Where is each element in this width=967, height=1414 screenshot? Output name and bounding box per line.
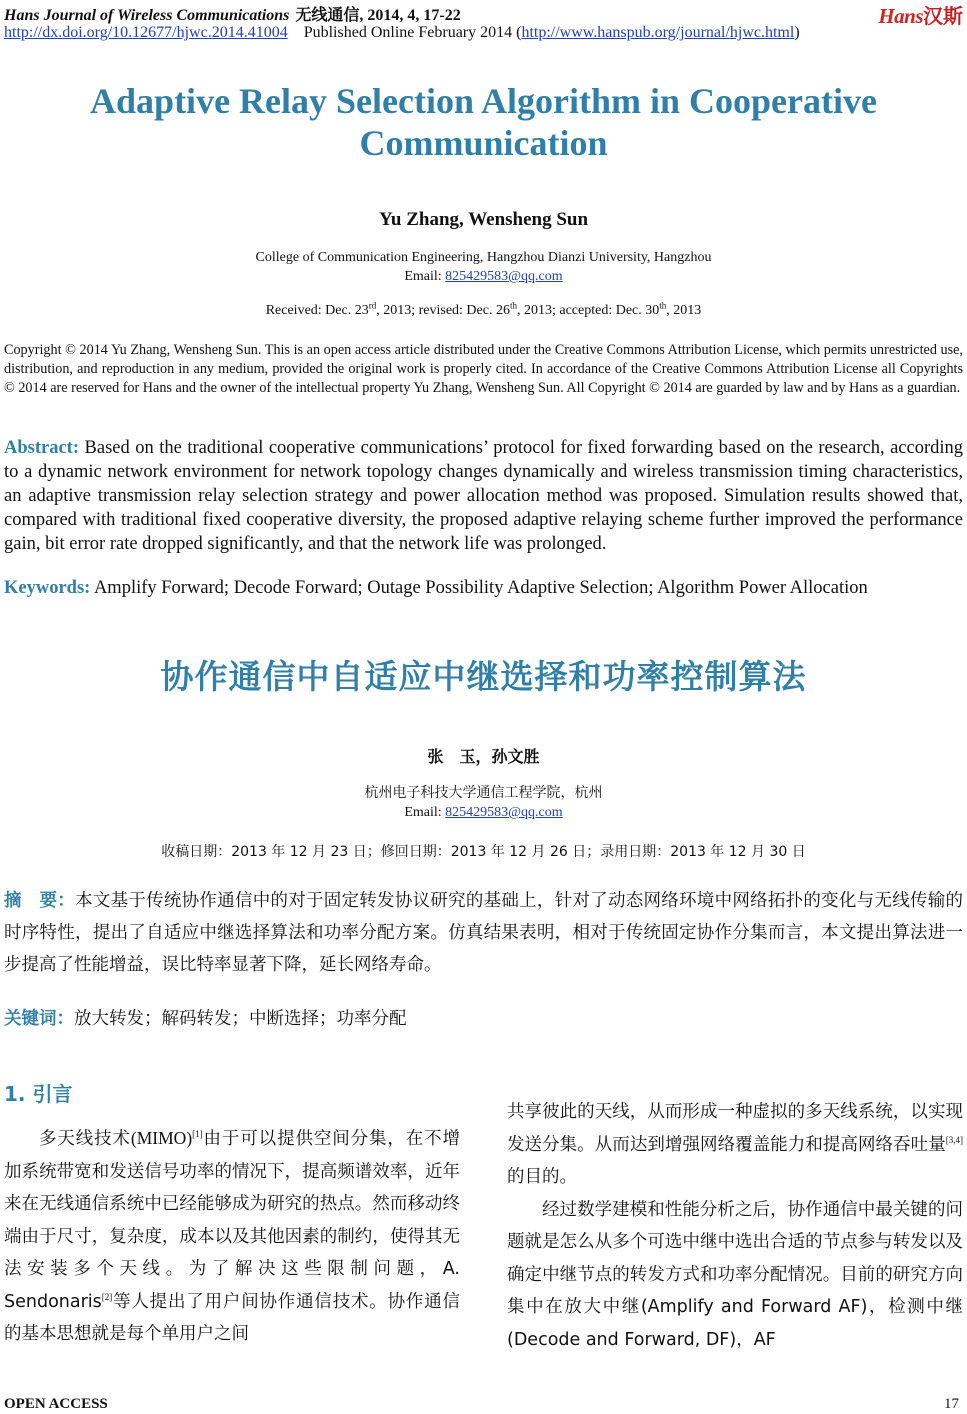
section-heading-intro: 1. 引言 [4, 1082, 73, 1106]
journal-url-link[interactable]: http://www.hanspub.org/journal/hjwc.html [521, 24, 795, 41]
received-dates-cn: 收稿日期：2013 年 12 月 23 日；修回日期：2013 年 12 月 26 日；录用日期：2013 年 12 月 30 日 [161, 844, 806, 860]
paper-title-cn: 协作通信中自适应中继选择和功率控制算法 [160, 657, 807, 696]
received-sup: rd [368, 300, 377, 311]
affiliation-cn-block [0, 784, 967, 822]
logo-text-cn: 汉斯 [923, 4, 963, 28]
intro-paragraph-2: 经过数学建模和性能分析之后，协作通信中最关键的问题就是怎么从多个可选中继中选出合适的节点参与转发以及确定中继节点的转发方式和功率分配情况。目前的研究方向集中在放大中继(Amplify and Forward AF)，检测中继(Decode and Forward, DF)，AF [507, 1199, 963, 1350]
abstract-cn-text: 本文基于传统协作通信中的对于固定转发协议研究的基础上，针对了动态网络环境中网络拓扑的变化与无线传输的时序特性，提出了自适应中继选择算法和功率分配方案。仿真结果表明，相对于传统固定协作分集而言，本文提出算法进一步提高了性能增益，误比特率显著下降，延长网络寿命。 [4, 891, 964, 975]
keywords-label: Keywords: [4, 578, 91, 598]
open-access-label: OPEN ACCESS [4, 1396, 108, 1412]
keywords-en [4, 578, 963, 599]
citation-ref[interactable]: [3,4] [945, 1134, 963, 1145]
logo-text-en: Hans [878, 4, 923, 28]
email-label: Email: [404, 269, 446, 284]
affiliation-en-block [0, 248, 967, 286]
intro-paragraph-1-cont [507, 1096, 963, 1194]
received-text: Received: Dec. 23 [265, 303, 369, 318]
email-link[interactable]: 825429583@qq.com [445, 269, 563, 284]
abstract-cn-label: 摘 要： [4, 891, 76, 911]
para-text: 的目的。 [507, 1167, 577, 1187]
keywords-cn-label: 关键词： [4, 1009, 74, 1029]
journal-header [4, 2, 461, 25]
abstract-en [4, 436, 963, 556]
received-dates-en [0, 300, 967, 319]
para-text: 多天线技术(MIMO) [39, 1128, 193, 1148]
page-number: 17 [944, 1396, 959, 1412]
revised-sup: th [509, 300, 517, 311]
body-column-right [507, 1096, 963, 1356]
abstract-label: Abstract: [4, 438, 80, 458]
intro-paragraph-1 [4, 1122, 460, 1351]
para-text: 由于可以提供空间分集，在不增加系统带宽和发送信号功率的情况下，提高频谱效率，近年来在无线通信系统中已经能够成为研究的热点。然而移动终端由于尺寸，复杂度，成本以及其他因素的制约，使得其无法安装多个天线。为了解决这些限制问题，A. Sendonaris [4, 1129, 460, 1312]
affiliation-en: College of Communication Engineering, Hangzhou Dianzi University, Hangzhou [255, 250, 712, 265]
published-suffix: ) [794, 24, 800, 41]
published-prefix: Published Online February 2014 ( [303, 24, 522, 41]
keywords-cn-text: 放大转发；解码转发；中断选择；功率分配 [74, 1009, 407, 1029]
para-text: 等人提出了用户间协作通信技术。协作通信的基本思想就是每个单用户之间 [4, 1291, 460, 1344]
keywords-cn [4, 1005, 963, 1030]
authors-en: Yu Zhang, Wensheng Sun [378, 209, 589, 230]
doi-link[interactable]: http://dx.doi.org/10.12677/hjwc.2014.41004 [4, 24, 288, 41]
paper-title-en: Adaptive Relay Selection Algorithm in Cooperative Communication [90, 81, 877, 163]
body-column-left [4, 1078, 460, 1351]
doi-line [4, 24, 800, 42]
hans-logo [878, 0, 963, 29]
keywords-text: Amplify Forward; Decode Forward; Outage Possibility Adaptive Selection; Algorithm Power Allocation [93, 578, 868, 598]
affiliation-cn: 杭州电子科技大学通信工程学院，杭州 [364, 785, 603, 801]
accepted-sup: th [659, 300, 667, 311]
copyright-notice: Copyright © 2014 Yu Zhang, Wensheng Sun. This is an open access article distributed under the Creative Commons Attribution License, which permits unrestricted use, distribution, and reproduction in any medium, provided the original work is properly cited. In accordance of the Creative Commons Attribution License all Copyrights © 2014 are reserved for Hans and the owner of the intellectual property Yu Zhang, Wensheng Sun. All Copyright © 2014 are guarded by law and by Hans as a guardian. [4, 342, 963, 396]
email-line-en [0, 267, 967, 286]
journal-name-en: Hans Journal of Wireless Communications [4, 7, 290, 24]
email-link-cn[interactable]: 825429583@qq.com [445, 805, 563, 820]
abstract-cn [4, 885, 963, 981]
authors-cn: 张 玉，孙文胜 [427, 747, 540, 766]
email-label-cn: Email: [404, 805, 446, 820]
accepted-text: , 2013; accepted: Dec. 30 [516, 303, 660, 318]
journal-info-cn: 无线通信, 2014, 4, 17-22 [295, 7, 461, 24]
accepted-year: , 2013 [666, 303, 702, 318]
abstract-text: Based on the traditional cooperative communications’ protocol for fixed forwarding based on the research, according to a dynamic network environment for network topology changes dynamically and wireless transmission timing characteristics, an adaptive transmission relay selection strategy and power allocation method was proposed. Simulation results showed that, compared with traditional fixed cooperative diversity, the proposed adaptive relaying scheme further improved the performance gain, bit error rate dropped significantly, and that the network life was prolonged. [4, 438, 963, 554]
email-line-cn [0, 803, 967, 822]
citation-ref[interactable]: [2] [101, 1291, 113, 1302]
para-text: 共享彼此的天线，从而形成一种虚拟的多天线系统，以实现发送分集。从而达到增强网络覆盖能力和提高网络吞吐量 [507, 1102, 963, 1155]
revised-text: , 2013; revised: Dec. 26 [376, 303, 510, 318]
citation-ref[interactable]: [1] [192, 1129, 203, 1140]
